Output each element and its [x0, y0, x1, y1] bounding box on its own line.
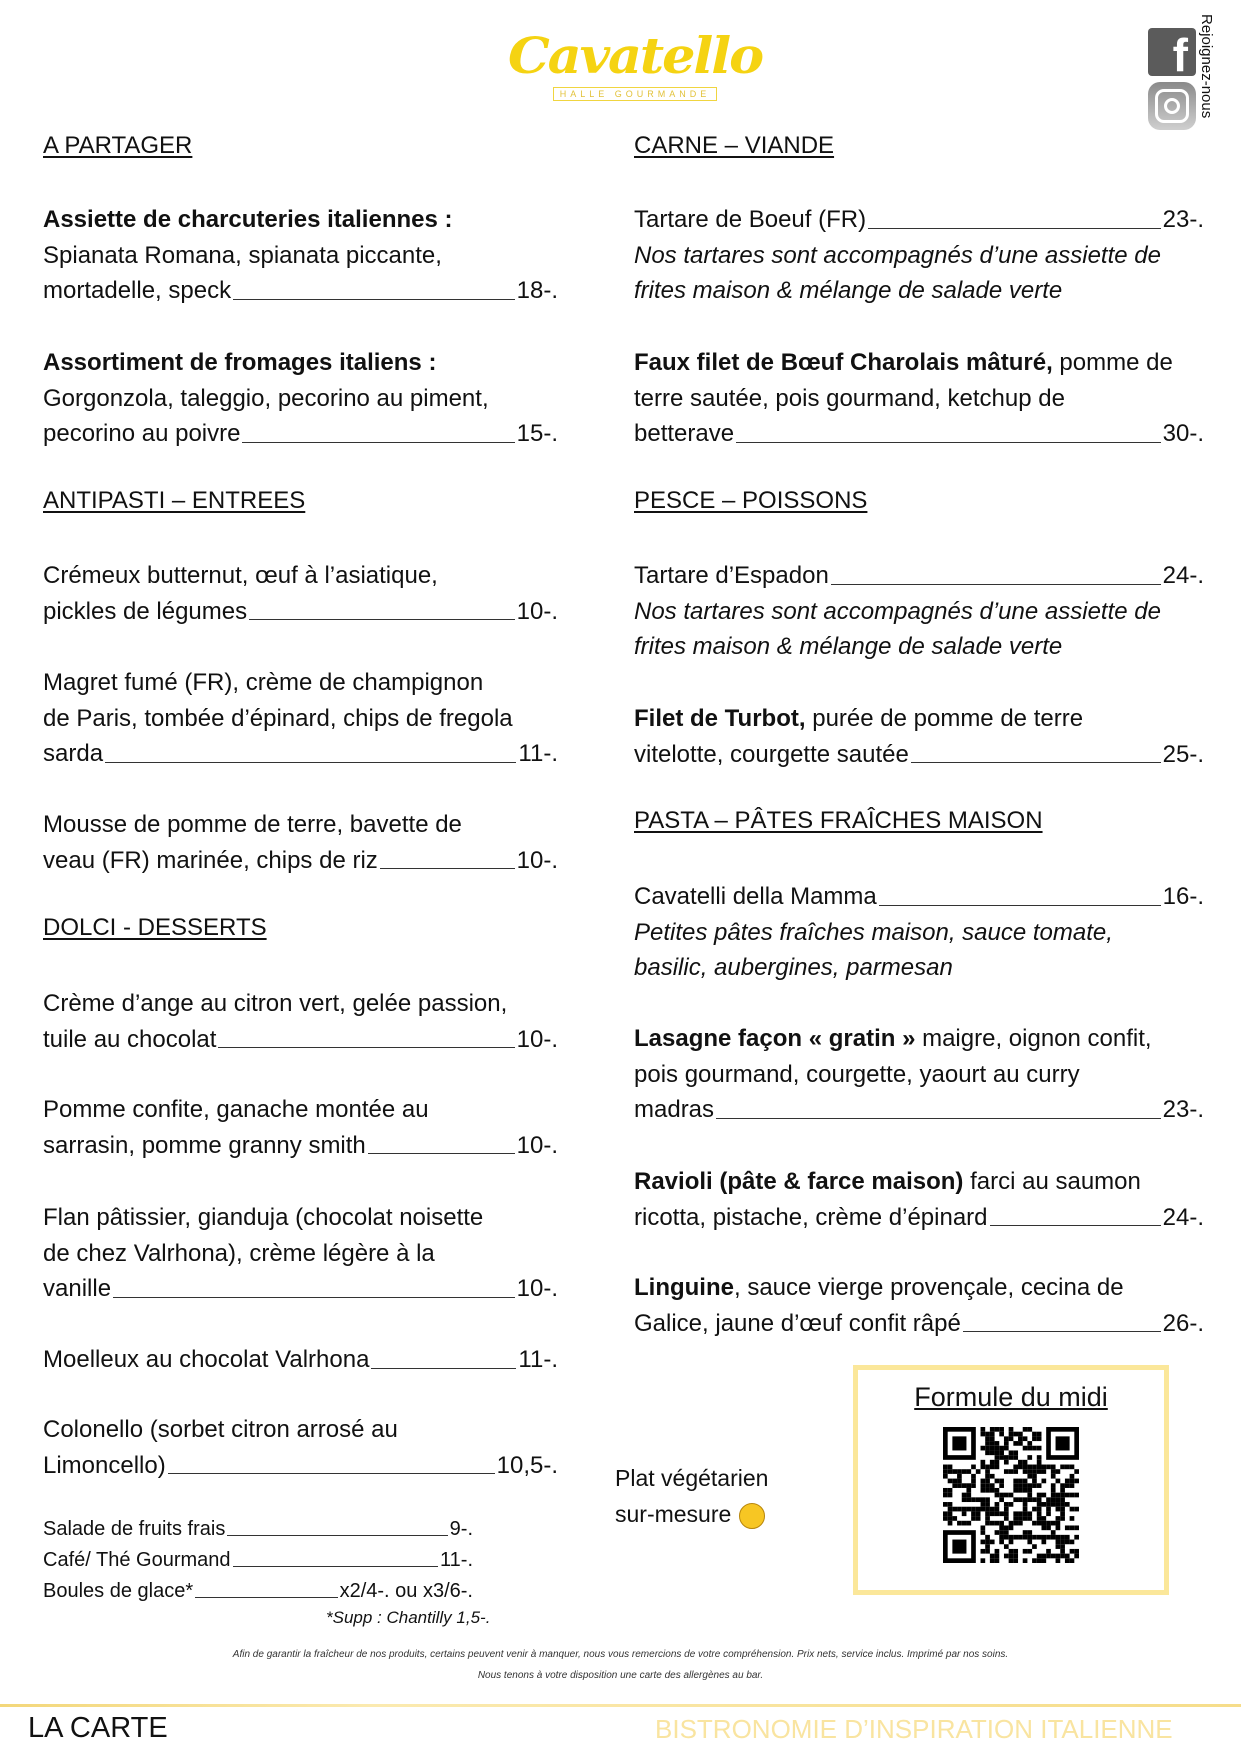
price-leader	[168, 1448, 495, 1475]
vegetarian-line: Plat végétarien	[615, 1465, 769, 1491]
formule-title: Formule du midi	[914, 1382, 1108, 1412]
menu-item-line	[634, 1021, 1204, 1057]
brand-name: Cavatello	[507, 26, 762, 85]
menu-item	[43, 986, 558, 1057]
menu-item	[43, 1342, 558, 1378]
menu-item-line	[634, 1057, 1204, 1093]
menu-item-line	[43, 345, 558, 381]
dish-description: maigre, oignon confit,	[915, 1025, 1152, 1052]
menu-item	[634, 701, 1204, 772]
dish-description: Tartare de Boeuf (FR)	[634, 206, 867, 233]
dish-description: de Paris, tombée d’épinard, chips de fregola	[43, 704, 513, 732]
dish-name: Lasagne façon « gratin »	[634, 1025, 916, 1052]
small-item	[43, 1576, 473, 1607]
menu-item-line	[634, 1164, 1204, 1200]
dish-price: 26-.	[1162, 1309, 1204, 1337]
menu-item	[634, 1270, 1204, 1341]
menu-item-line	[634, 701, 1204, 737]
price-leader	[105, 736, 516, 763]
menu-item	[43, 807, 558, 878]
menu-item-line	[634, 381, 1204, 417]
menu-item	[634, 1164, 1204, 1235]
menu-item-line	[43, 807, 558, 843]
price-leader	[879, 879, 1161, 906]
menu-item	[43, 1412, 558, 1483]
menu-item	[43, 665, 558, 772]
menu-item-line	[43, 1236, 558, 1272]
small-item-name: Café/ Thé Gourmand	[43, 1549, 231, 1571]
dish-description: Crémeux butternut, œuf à l’asiatique,	[43, 562, 438, 589]
price-leader	[831, 558, 1161, 585]
vegetarian-note	[615, 1460, 768, 1532]
qr-code-icon[interactable]	[943, 1427, 1079, 1563]
dish-price: 11-.	[518, 1346, 558, 1373]
dish-description: Cavatelli della Mamma	[634, 883, 877, 910]
dish-price: 24-.	[1162, 562, 1204, 589]
dish-description: veau (FR) marinée, chips de riz	[43, 846, 378, 874]
menu-item	[43, 202, 558, 309]
small-item-name: Salade de fruits frais	[43, 1518, 226, 1540]
dish-name: Linguine	[634, 1274, 734, 1301]
dish-description: pickles de légumes	[43, 597, 248, 625]
menu-item	[43, 345, 558, 452]
menu-item-line	[634, 1306, 1204, 1342]
facebook-icon[interactable]: f	[1148, 28, 1196, 76]
small-item-price: 9-.	[449, 1518, 473, 1540]
dish-note: frites maison & mélange de salade verte	[634, 277, 1063, 304]
small-item	[43, 1545, 473, 1576]
price-leader	[736, 416, 1161, 443]
dish-note: Nos tartares sont accompagnés d’une assiette de	[634, 241, 1161, 269]
dish-description: Magret fumé (FR), crème de champignon	[43, 669, 484, 696]
dish-description: sarrasin, pomme granny smith	[43, 1131, 366, 1159]
price-leader	[195, 1576, 337, 1598]
dish-description: Colonello (sorbet citron arrosé au	[43, 1416, 398, 1443]
dish-price: 10,5-.	[496, 1451, 558, 1479]
dish-description: pois gourmand, courgette, yaourt au curry	[634, 1060, 1080, 1088]
menu-item	[634, 202, 1204, 309]
menu-item-line	[43, 1092, 558, 1128]
dish-description: farci au saumon	[963, 1168, 1141, 1195]
price-leader	[380, 843, 515, 870]
dish-description: Spianata Romana, spianata piccante,	[43, 241, 442, 269]
menu-item-line	[43, 558, 558, 594]
menu-item-line	[634, 1200, 1204, 1236]
menu-item-line	[634, 345, 1204, 381]
dish-description: Mousse de pomme de terre, bavette de	[43, 811, 462, 838]
dish-price: 11-.	[518, 740, 558, 767]
price-leader	[233, 1545, 439, 1567]
menu-item-line	[43, 238, 558, 274]
price-leader	[911, 737, 1161, 764]
menu-item	[634, 345, 1204, 452]
menu-item-line	[43, 202, 558, 238]
dish-description: Moelleux au chocolat Valrhona	[43, 1346, 370, 1373]
price-leader	[233, 273, 515, 300]
section-heading: DOLCI - DESSERTS	[43, 914, 267, 941]
menu-item	[634, 879, 1204, 986]
social-links	[1148, 28, 1196, 130]
join-us-label: Rejoignez-nous	[1198, 14, 1215, 119]
footer-title: LA CARTE	[28, 1712, 168, 1744]
dish-description: Limoncello)	[43, 1451, 166, 1479]
price-leader	[990, 1200, 1161, 1227]
dish-note: basilic, aubergines, parmesan	[634, 954, 953, 981]
price-leader	[963, 1306, 1161, 1333]
dish-price: 24-.	[1162, 1203, 1204, 1231]
small-item-price: x2/4-. ou x3/6-.	[339, 1580, 473, 1602]
menu-item-line	[43, 986, 558, 1022]
dish-price: 10-.	[516, 597, 558, 625]
dish-description: madras	[634, 1096, 715, 1123]
price-leader	[371, 1342, 516, 1369]
menu-item-line	[43, 416, 558, 452]
dish-description: tuile au chocolat	[43, 1025, 217, 1053]
price-leader	[249, 594, 515, 621]
dish-price: 10-.	[516, 1275, 558, 1302]
dish-price: 23-.	[1162, 206, 1204, 233]
dish-note: Petites pâtes fraîches maison, sauce tomate,	[634, 918, 1113, 946]
vegetarian-line: sur-mesure	[615, 1501, 732, 1527]
dish-name: Assortiment de fromages italiens :	[43, 349, 437, 376]
dish-price: 25-.	[1162, 740, 1204, 768]
dish-name: Filet de Turbot,	[634, 705, 806, 732]
menu-item-line	[43, 665, 558, 701]
dish-price: 30-.	[1162, 420, 1204, 447]
menu-item-line	[634, 879, 1204, 915]
menu-item-line	[43, 1200, 558, 1236]
dish-note: frites maison & mélange de salade verte	[634, 633, 1063, 660]
dish-description: sarda	[43, 740, 104, 767]
menu-item	[43, 558, 558, 629]
menu-item-line	[634, 1270, 1204, 1306]
section-heading: CARNE – VIANDE	[634, 132, 835, 159]
menu-item-line	[43, 1022, 558, 1058]
disclaimer-line: Nous tenons à votre disposition une carte des allergènes au bar.	[477, 1670, 764, 1681]
dish-description: purée de pomme de terre	[805, 705, 1084, 732]
dish-description: Crème d’ange au citron vert, gelée passion,	[43, 990, 508, 1017]
price-leader	[242, 416, 514, 443]
wink-emoji-icon	[739, 1503, 765, 1529]
dish-description: de chez Valrhona), crème légère à la	[43, 1239, 435, 1267]
dish-note: Nos tartares sont accompagnés d’une assiette de	[634, 597, 1161, 625]
dish-price: 16-.	[1162, 883, 1204, 910]
footer-divider	[0, 1704, 1241, 1707]
small-item-name: Boules de glace*	[43, 1580, 194, 1602]
dish-name: Faux filet de Bœuf Charolais mâturé,	[634, 349, 1053, 376]
price-leader	[113, 1271, 515, 1298]
dish-name: Ravioli (pâte & farce maison)	[634, 1168, 964, 1195]
menu-item-line	[634, 416, 1204, 452]
dish-description: Pomme confite, ganache montée au	[43, 1096, 429, 1123]
menu-item-line	[43, 1271, 558, 1307]
price-leader	[716, 1092, 1161, 1119]
dish-description: Gorgonzola, taleggio, pecorino au piment,	[43, 384, 489, 412]
section-heading: A PARTAGER	[43, 132, 193, 159]
dish-description: , sauce vierge provençale, cecina de	[733, 1274, 1124, 1301]
menu-item-line	[43, 1412, 558, 1448]
dish-description: betterave	[634, 420, 735, 447]
menu-item-line	[634, 737, 1204, 773]
dish-price: 10-.	[516, 1025, 558, 1053]
menu-item	[43, 1200, 558, 1307]
footer-tagline: BISTRONOMIE D’INSPIRATION ITALIENNE	[655, 1714, 1173, 1744]
section-heading: ANTIPASTI – ENTREES	[43, 487, 306, 514]
dish-description: Galice, jaune d’œuf confit râpé	[634, 1309, 961, 1337]
menu-item-line	[634, 202, 1204, 238]
formule-box	[853, 1365, 1169, 1595]
dish-name: Assiette de charcuteries italiennes :	[43, 206, 453, 233]
price-leader	[868, 202, 1161, 229]
menu-item-line	[634, 558, 1204, 594]
dish-description: terre sautée, pois gourmand, ketchup de	[634, 384, 1065, 412]
small-item	[43, 1514, 473, 1545]
dish-description: ricotta, pistache, crème d’épinard	[634, 1203, 988, 1231]
small-items	[43, 1514, 473, 1607]
price-leader	[218, 1022, 514, 1049]
brand-logo	[505, 28, 765, 102]
dish-price: 23-.	[1162, 1096, 1204, 1123]
dish-description: pomme de	[1052, 349, 1173, 376]
menu-item-line	[43, 381, 558, 417]
menu-item	[634, 558, 1204, 665]
menu-item-line	[43, 1448, 558, 1484]
price-leader	[368, 1128, 515, 1155]
instagram-icon[interactable]	[1148, 82, 1196, 130]
menu-item-line	[43, 701, 558, 737]
section-heading: PASTA – PÂTES FRAÎCHES MAISON	[634, 807, 1043, 834]
supplement-note: *Supp : Chantilly 1,5-.	[326, 1608, 491, 1627]
menu-item-line	[43, 736, 558, 772]
menu-item-line	[634, 1092, 1204, 1128]
dish-price: 15-.	[516, 420, 558, 447]
dish-description: mortadelle, speck	[43, 277, 232, 304]
dish-price: 18-.	[516, 277, 558, 304]
dish-description: vitelotte, courgette sautée	[634, 740, 909, 768]
dish-description: Tartare d’Espadon	[634, 562, 829, 589]
dish-description: pecorino au poivre	[43, 420, 241, 447]
dish-description: vanille	[43, 1275, 112, 1302]
menu-item-line	[43, 1342, 558, 1378]
price-leader	[227, 1514, 447, 1536]
menu-item-line	[43, 594, 558, 630]
menu-item-line	[43, 273, 558, 309]
menu-item	[634, 1021, 1204, 1128]
small-item-price: 11-.	[440, 1549, 473, 1571]
menu-item-line	[43, 843, 558, 879]
disclaimer-line: Afin de garantir la fraîcheur de nos produits, certains peuvent venir à manquer, nous vous remercions de votre compréhension. Prix nets, service inclus. Imprimé par nos soins.	[232, 1649, 1009, 1660]
dish-price: 10-.	[516, 1131, 558, 1159]
menu-item-line	[43, 1128, 558, 1164]
menu-item	[43, 1092, 558, 1163]
brand-subtitle: HALLE GOURMANDE	[553, 87, 718, 101]
section-heading: PESCE – POISSONS	[634, 487, 868, 514]
dish-description: Flan pâtissier, gianduja (chocolat noisette	[43, 1204, 484, 1231]
dish-price: 10-.	[516, 846, 558, 874]
